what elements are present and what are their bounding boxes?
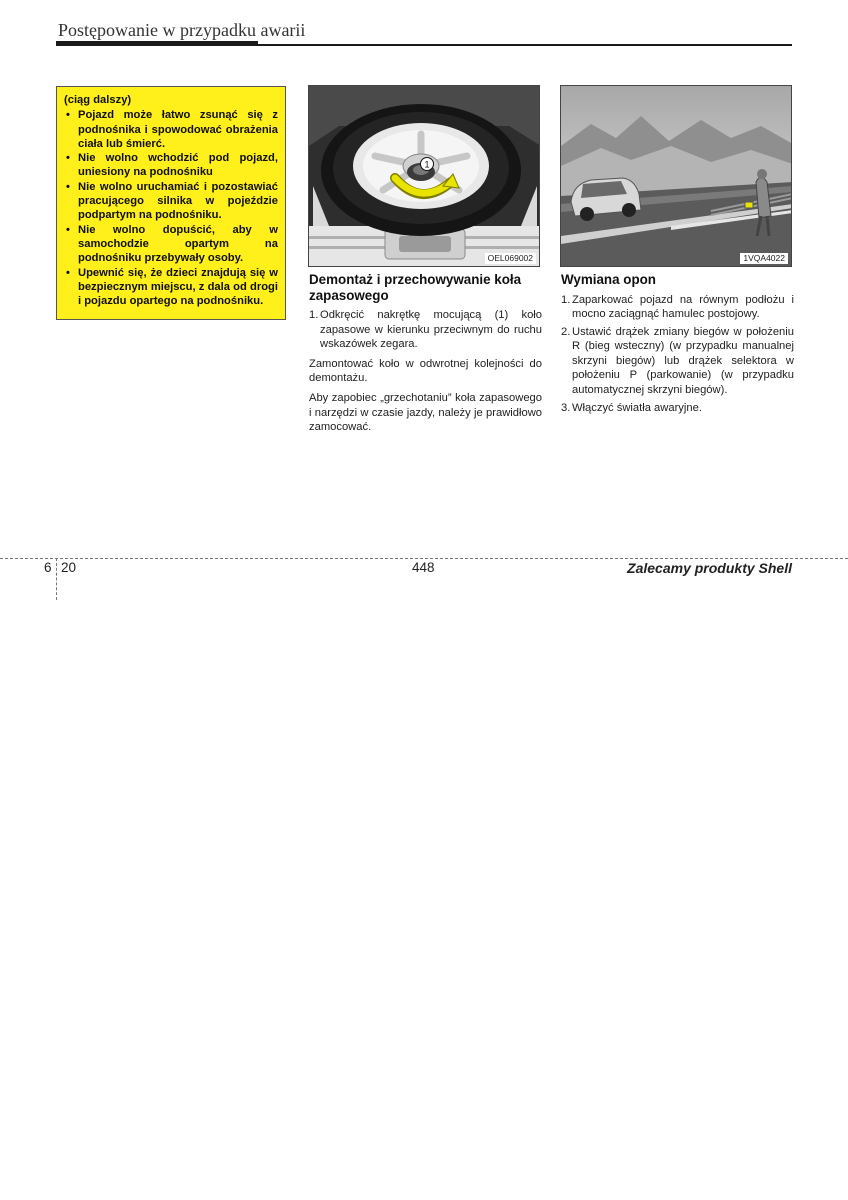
footer-chapter-number: 6: [44, 560, 52, 575]
callout-number: 1: [424, 159, 430, 170]
footer-slogan: Zalecamy produkty Shell: [627, 560, 792, 576]
paragraph: Aby zapobiec „grzechotaniu” koła zapasowego i narzędzi w czasie jazdy, należy je prawidłowo zamocować.: [309, 391, 542, 434]
footer-vertical-divider: [56, 558, 57, 600]
step-item: [309, 308, 542, 352]
warning-box: [56, 86, 286, 320]
warning-item: • Upewnić się, że dzieci znajdują się w bezpiecznym miejscu, z dala od drogi i pojazdu opartego na podnośniku.: [64, 266, 278, 309]
header-rule: [56, 44, 792, 46]
warning-item: • Pojazd może łatwo zsunąć się z podnośnika i spowodować obrażenia ciała lub śmierć.: [64, 108, 278, 151]
step-number: 1.: [561, 293, 571, 306]
paragraph: Zamontować koło w odwrotnej kolejności do demontażu.: [309, 357, 542, 385]
roadside-figure: [560, 85, 792, 267]
warning-item: • Nie wolno wchodzić pod pojazd, uniesiony na podnośniku: [64, 151, 278, 180]
step-text: Włączyć światła awaryjne.: [572, 401, 702, 414]
section-tire-change: [561, 272, 794, 420]
step-number: 2.: [561, 325, 571, 338]
steps-list: [561, 293, 794, 416]
footer-divider: [0, 558, 848, 559]
warning-continued-label: (ciąg dalszy): [64, 94, 132, 106]
section-spare-wheel: [309, 272, 542, 440]
warning-list: [64, 108, 278, 308]
spare-wheel-illustration: [309, 86, 540, 267]
step-item: [561, 293, 794, 322]
step-number: 3.: [561, 401, 571, 414]
roadside-illustration: [561, 86, 792, 267]
steps-list: [309, 308, 542, 352]
figure-code: 1VQA4022: [740, 253, 788, 264]
figure-code: OEL069002: [485, 253, 536, 264]
section-title: Wymiana opon: [561, 272, 656, 287]
footer-page-number: 20: [61, 560, 77, 575]
step-item: [561, 401, 794, 416]
step-number: 1.: [309, 309, 319, 321]
step-item: [561, 325, 794, 398]
spare-wheel-figure: [308, 85, 540, 267]
step-text: Zaparkować pojazd na równym podłożu i mocno zaciągnąć hamulec postojowy.: [572, 293, 794, 321]
step-text: Odkręcić nakrętkę mocującą (1) koło zapasowe w kierunku przeciwnym do ruchu wskazówek zegara.: [320, 309, 542, 351]
step-text: Ustawić drążek zmiany biegów w położeniu R (bieg wsteczny) (w przypadku manualnej skrzyni biegów) lub drążek selektora w położeniu P (parkowanie) (w przypadku automatycznej skrzyni biegów).: [572, 325, 794, 397]
footer-total-page: 448: [412, 560, 435, 575]
section-title: Demontaż i przechowywanie koła zapasowego: [309, 272, 522, 303]
warning-item: • Nie wolno uruchamiać i pozostawiać pracującego silnika w pojeździe podpartym na podnośniku.: [64, 180, 278, 223]
warning-item: • Nie wolno dopuścić, aby w samochodzie opartym na podnośniku przebywały osoby.: [64, 223, 278, 266]
page-header-title: Postępowanie w przypadku awarii: [58, 20, 306, 40]
